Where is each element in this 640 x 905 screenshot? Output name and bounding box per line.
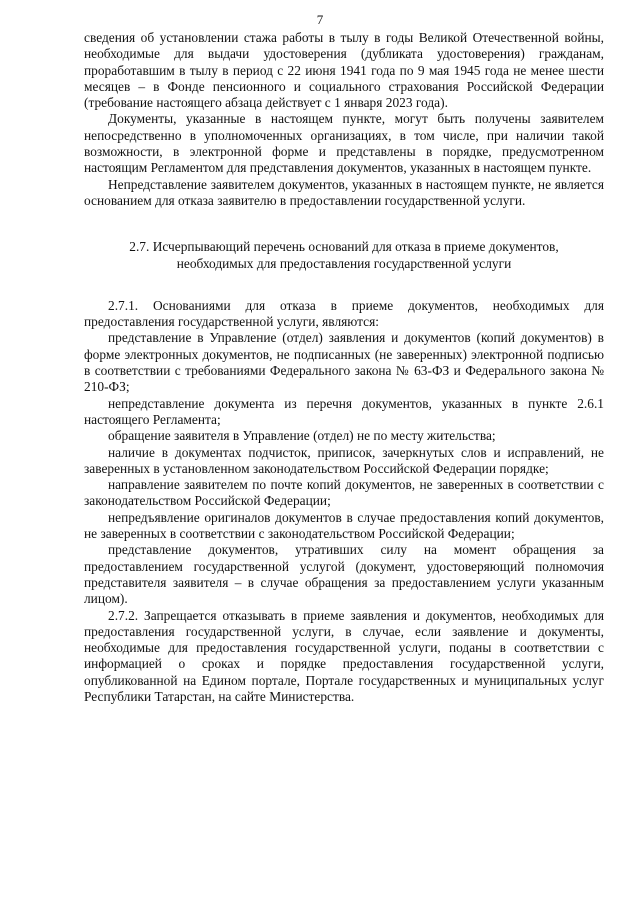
paragraph-ground-5: направление заявителем по почте копий документов, не заверенных в соответствии с законодательством Российской Федерации; <box>84 477 604 509</box>
intro-block <box>84 30 604 209</box>
paragraph-intro-3: Непредставление заявителем документов, указанных в настоящем пункте, не является основанием для отказа заявителю в предоставлении государственной услуги. <box>84 176 604 208</box>
paragraph-intro-2: Документы, указанные в настоящем пункте, могут быть получены заявителем непосредственно в уполномоченных организациях, в том числе, при наличии такой возможности, в электронной форме и представлены в порядке, предусмотренном настоящим Регламентом для представления документов, указанных в настоящем пункте. <box>84 111 604 176</box>
paragraph-2-7-2: 2.7.2. Запрещается отказывать в приеме заявления и документов, необходимых для предоставления государственной услуги, в случае, если заявление и документы, необходимые для предоставления государственной услуги, поданы в соответствии с информацией о сроках и порядке предоставления государственной услуги, опубликованной на Едином портале, Портале государственных и муниципальных услуг Республики Татарстан, на сайте Министерства. <box>84 607 604 704</box>
page-number: 7 <box>316 12 324 27</box>
paragraph-ground-6: непредъявление оригиналов документов в случае предоставления копий документов, не заверенных в соответствии с законодательством Российской Федерации; <box>84 509 604 542</box>
paragraph-intro-1: сведения об установлении стажа работы в тылу в годы Великой Отечественной войны, необходимые для выдачи удостоверения (дубликата удостоверения) гражданам, проработавшим в тылу в период с 22 июня 1941 года по 9 мая 1945 года не менее шести месяцев – в Фонде пенсионного и социального страхования Российской Федерации (требование настоящего абзаца действует с 1 января 2023 года). <box>84 30 604 111</box>
paragraph-ground-1: представление в Управление (отдел) заявления и документов (копий документов) в форме электронных документов, не подписанных (не заверенных) электронной подписью в соответствии с требованиями Федерального закона № 63-ФЗ и Федерального закона № 210-ФЗ; <box>84 330 604 395</box>
section-heading: 2.7. Исчерпывающий перечень оснований для отказа в приеме документов, необходимых для предоставления государственной услуги <box>129 239 559 271</box>
paragraph-ground-2: непредставление документа из перечня документов, указанных в пункте 2.6.1 настоящего Регламента; <box>84 395 604 427</box>
paragraph-2-7-1: 2.7.1. Основаниями для отказа в приеме документов, необходимых для предоставления государственной услуги, являются: <box>84 297 604 330</box>
section-block <box>84 298 604 705</box>
paragraph-ground-7: представление документов, утративших силу на момент обращения за предоставлением государственной услугой (документ, удостоверяющий полномочия представителя заявителя – в случае обращения за предоставлением услуги указанным лицом). <box>84 542 604 607</box>
paragraph-ground-4: наличие в документах подчисток, приписок, зачеркнутых слов и исправлений, не заверенных в установленном законодательством Российской Федерации порядке; <box>84 444 604 476</box>
paragraph-ground-3: обращение заявителя в Управление (отдел) не по месту жительства; <box>108 428 496 444</box>
